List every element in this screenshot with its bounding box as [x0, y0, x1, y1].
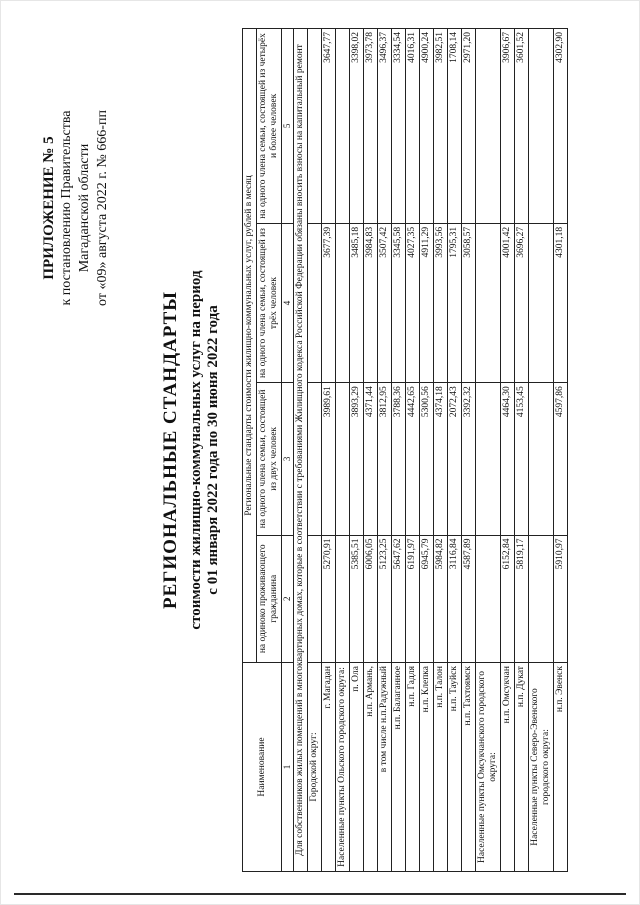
- row-value-v1: 5385,51: [350, 535, 364, 663]
- table-row: [322, 29, 336, 872]
- row-value-v3: 4911,29: [420, 223, 434, 382]
- header-group: Региональные стандарты стоимости жилищно-коммунальных услуг, рублей в месяц: [243, 29, 257, 663]
- header-name: Наименование: [243, 663, 282, 872]
- row-value-v3: 3984,83: [364, 223, 378, 382]
- row-value-v4: 1708,14: [448, 29, 462, 224]
- standards-table: [242, 28, 568, 872]
- row-value-v4: 3647,77: [322, 29, 336, 224]
- row-value-v2: 4597,86: [554, 383, 568, 535]
- row-value-v4: 4900,24: [420, 29, 434, 224]
- row-value-v3: 4301,18: [554, 223, 568, 382]
- table-row: [364, 29, 378, 872]
- row-value-v3: 4001,42: [501, 223, 515, 382]
- row-value-v2: 4442,65: [406, 383, 420, 535]
- row-name: н.п. Балаганное: [392, 663, 406, 872]
- row-value-v1: 6006,05: [364, 535, 378, 663]
- appendix-number: ПРИЛОЖЕНИЕ № 5: [41, 136, 57, 280]
- row-name: Населенные пункты Омсукчанского городского округа:: [476, 663, 501, 872]
- table-row: [501, 29, 515, 872]
- row-value-v1: 5984,82: [434, 535, 448, 663]
- row-value-v4: [308, 29, 322, 224]
- row-value-v1: [476, 535, 501, 663]
- row-value-v2: [476, 383, 501, 535]
- row-value-v4: 3334,54: [392, 29, 406, 224]
- table-row: [462, 29, 476, 872]
- row-value-v2: [529, 383, 554, 535]
- row-name: Населенные пункты Северо-Эвенского городского округа:: [529, 663, 554, 872]
- row-value-v3: [529, 223, 554, 382]
- row-name: Городской округ:: [308, 663, 322, 872]
- table-row: [336, 29, 350, 872]
- row-value-v4: 3973,78: [364, 29, 378, 224]
- table-row: [350, 29, 364, 872]
- row-name: н.п. Омсукчан: [501, 663, 515, 872]
- row-value-v2: 3812,95: [378, 383, 392, 535]
- row-value-v2: 4153,45: [515, 383, 529, 535]
- row-value-v2: 3392,32: [462, 383, 476, 535]
- row-value-v1: 5270,91: [322, 535, 336, 663]
- row-value-v2: 4464,30: [501, 383, 515, 535]
- row-value-v2: 2072,43: [448, 383, 462, 535]
- row-value-v4: [529, 29, 554, 224]
- row-name: н.п. Тахтоямск: [462, 663, 476, 872]
- table-row: [308, 29, 322, 872]
- row-value-v1: 5123,25: [378, 535, 392, 663]
- row-name: п. Ола: [350, 663, 364, 872]
- col-index: 3: [282, 383, 294, 535]
- header-col-3: на одного члена семьи, состоящей из трёх человек: [257, 223, 282, 382]
- row-name: г. Магадан: [322, 663, 336, 872]
- appendix-line: к постановлению Правительства: [59, 110, 74, 306]
- table-row: [448, 29, 462, 872]
- row-value-v3: 4027,35: [406, 223, 420, 382]
- document-title: [160, 20, 222, 880]
- row-value-v1: 6945,79: [420, 535, 434, 663]
- table-row: [392, 29, 406, 872]
- row-name: Населенные пункты Ольского городского округа:: [336, 663, 350, 872]
- row-value-v4: 3601,52: [515, 29, 529, 224]
- row-name: н.п. Тауйск: [448, 663, 462, 872]
- row-name: н.п. Гадля: [406, 663, 420, 872]
- row-value-v3: 1795,31: [448, 223, 462, 382]
- row-value-v4: [476, 29, 501, 224]
- row-value-v3: [476, 223, 501, 382]
- table-row: [434, 29, 448, 872]
- row-name: в том числе н.п.Радужный: [378, 663, 392, 872]
- row-value-v1: [308, 535, 322, 663]
- row-value-v3: 3345,58: [392, 223, 406, 382]
- row-value-v1: [336, 535, 350, 663]
- row-name: н.п. Талон: [434, 663, 448, 872]
- row-value-v4: 3496,37: [378, 29, 392, 224]
- row-value-v2: 5300,56: [420, 383, 434, 535]
- row-value-v2: 3989,61: [322, 383, 336, 535]
- row-name: н.п. Эвенск: [554, 663, 568, 872]
- row-value-v1: 5819,17: [515, 535, 529, 663]
- header-col-1: на одиноко проживающего гражданина: [257, 535, 282, 663]
- section-label: Для собственников жилых помещений в многоквартирных домах, которые в соответствии с требованиями Жилищного кодекса Российской Федерации обязаны вносить взносы на капитальный ремонт: [294, 29, 308, 872]
- header-col-2: на одного члена семьи, состоящей из двух человек: [257, 383, 282, 535]
- row-name: н.п. Клепка: [420, 663, 434, 872]
- row-value-v4: 4016,31: [406, 29, 420, 224]
- row-value-v3: [336, 223, 350, 382]
- col-index: 1: [282, 663, 294, 872]
- row-value-v3: 3677,39: [322, 223, 336, 382]
- page-bottom-rule: [14, 893, 626, 895]
- appendix-header: [40, 38, 112, 378]
- rotated-document: [20, 20, 620, 880]
- row-value-v4: [336, 29, 350, 224]
- table-row: [378, 29, 392, 872]
- row-value-v3: 3507,42: [378, 223, 392, 382]
- appendix-line: Магаданской области: [77, 143, 92, 273]
- title-period: с 01 января 2022 года по 30 июня 2022 года: [205, 305, 221, 595]
- col-index: 2: [282, 535, 294, 663]
- row-value-v1: 5647,62: [392, 535, 406, 663]
- row-value-v4: 4302,90: [554, 29, 568, 224]
- row-value-v2: 3893,29: [350, 383, 364, 535]
- table-row: [554, 29, 568, 872]
- row-value-v2: [308, 383, 322, 535]
- table-row: [406, 29, 420, 872]
- row-value-v1: 4587,89: [462, 535, 476, 663]
- row-value-v4: 3906,67: [501, 29, 515, 224]
- header-col-4: на одного члена семьи, состоящей из четырёх и более человек: [257, 29, 282, 224]
- row-value-v4: 3982,51: [434, 29, 448, 224]
- row-value-v1: [529, 535, 554, 663]
- row-value-v2: 4371,44: [364, 383, 378, 535]
- row-value-v3: 3993,56: [434, 223, 448, 382]
- row-value-v2: 4374,18: [434, 383, 448, 535]
- col-index: 4: [282, 223, 294, 382]
- appendix-date: от «09» августа 2022 г. № 666-пп: [95, 110, 110, 306]
- title-main: РЕГИОНАЛЬНЫЕ СТАНДАРТЫ: [160, 291, 181, 609]
- row-value-v1: 5910,97: [554, 535, 568, 663]
- table-row: [529, 29, 554, 872]
- row-value-v2: [336, 383, 350, 535]
- row-value-v3: [308, 223, 322, 382]
- row-value-v1: 6191,97: [406, 535, 420, 663]
- table-row: [476, 29, 501, 872]
- table-row: [515, 29, 529, 872]
- row-name: н.п. Дукат: [515, 663, 529, 872]
- row-value-v3: 3058,57: [462, 223, 476, 382]
- row-name: н.п. Армань,: [364, 663, 378, 872]
- row-value-v2: 3788,36: [392, 383, 406, 535]
- row-value-v4: 3398,02: [350, 29, 364, 224]
- row-value-v3: 3485,18: [350, 223, 364, 382]
- row-value-v3: 3696,27: [515, 223, 529, 382]
- row-value-v4: 2971,20: [462, 29, 476, 224]
- col-index: 5: [282, 29, 294, 224]
- row-value-v1: 6152,84: [501, 535, 515, 663]
- table-row: [420, 29, 434, 872]
- title-sub: стоимости жилищно-коммунальных услуг на период: [188, 270, 204, 630]
- row-value-v1: 3116,84: [448, 535, 462, 663]
